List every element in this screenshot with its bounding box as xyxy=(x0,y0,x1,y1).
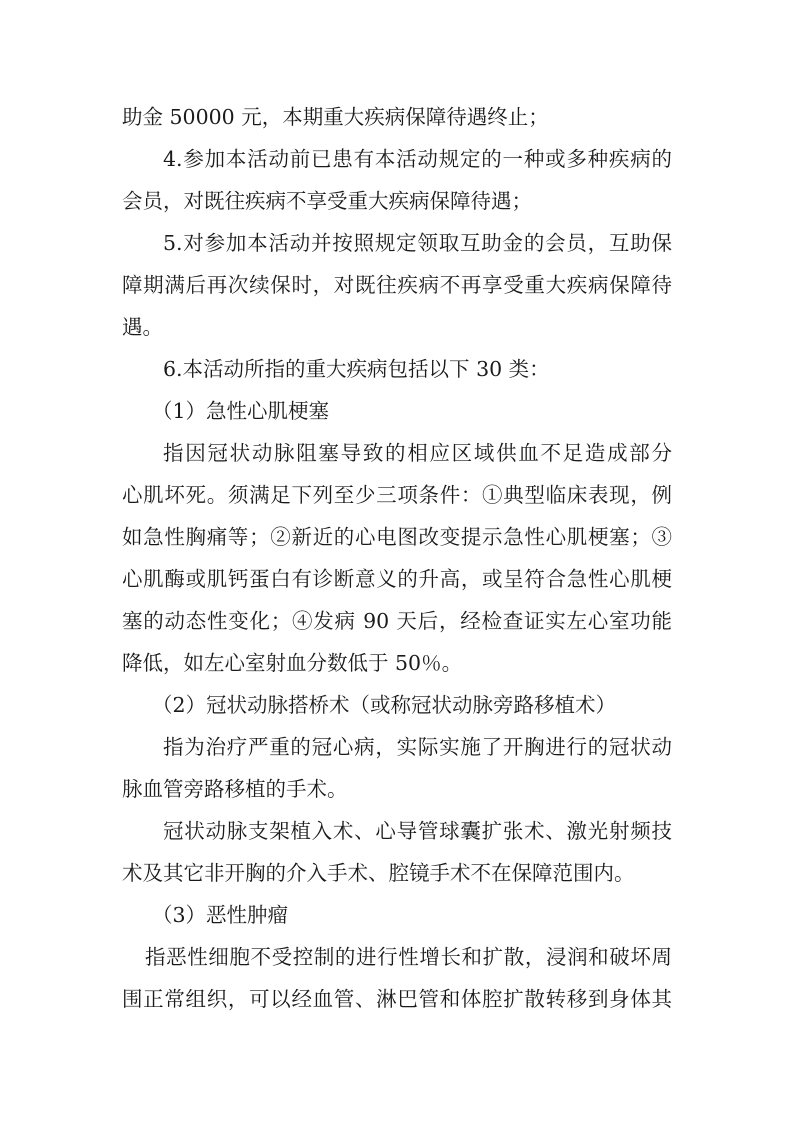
text-line: 降低，如左心室射血分数低于 50％。 xyxy=(122,651,463,675)
text-line: 围正常组织，可以经血管、淋巴管和体腔扩散转移到身体其 xyxy=(122,987,672,1011)
text-line: 心肌酶或肌钙蛋白有诊断意义的升高，或呈符合急性心肌梗 xyxy=(122,567,672,591)
section-heading: （1）急性心肌梗塞 xyxy=(152,399,330,423)
text-line: 心肌坏死。须满足下列至少三项条件：①典型临床表现，例 xyxy=(122,483,672,507)
text-line: 术及其它非开胸的介入手术、腔镜手术不在保障范围内。 xyxy=(122,861,635,885)
section-heading: （2）冠状动脉搭桥术（或称冠状动脉旁路移植术） xyxy=(152,693,617,717)
text-line: 障期满后再次续保时，对既往疾病不再享受重大疾病保障待 xyxy=(122,273,672,297)
text-line: 会员，对既往疾病不享受重大疾病保障待遇； xyxy=(122,189,532,213)
text-line: 塞的动态性变化；④发病 90 天后，经检查证实左心室功能 xyxy=(122,609,672,633)
text-line: 指为治疗严重的冠心病，实际实施了开胸进行的冠状动 xyxy=(163,735,672,759)
text-line: 冠状动脉支架植入术、心导管球囊扩张术、激光射频技 xyxy=(163,819,672,843)
text-line: 如急性胸痛等；②新近的心电图改变提示急性心肌梗塞；③ xyxy=(122,525,672,549)
section-heading: （3）恶性肿瘤 xyxy=(152,903,289,927)
section-intro: 6.本活动所指的重大疾病包括以下 30 类： xyxy=(163,357,550,381)
text-line: 助金 50000 元，本期重大疾病保障待遇终止； xyxy=(122,105,549,129)
text-line: 指恶性细胞不受控制的进行性增长和扩散，浸润和破坏周 xyxy=(145,945,672,969)
text-line: 5.对参加本活动并按照规定领取互助金的会员，互助保 xyxy=(163,231,672,255)
text-line: 指因冠状动脉阻塞导致的相应区域供血不足造成部分 xyxy=(163,441,672,465)
text-line: 脉血管旁路移植的手术。 xyxy=(122,777,348,801)
text-line: 遇。 xyxy=(122,315,163,339)
text-line: 4.参加本活动前已患有本活动规定的一种或多种疾病的 xyxy=(163,147,672,171)
